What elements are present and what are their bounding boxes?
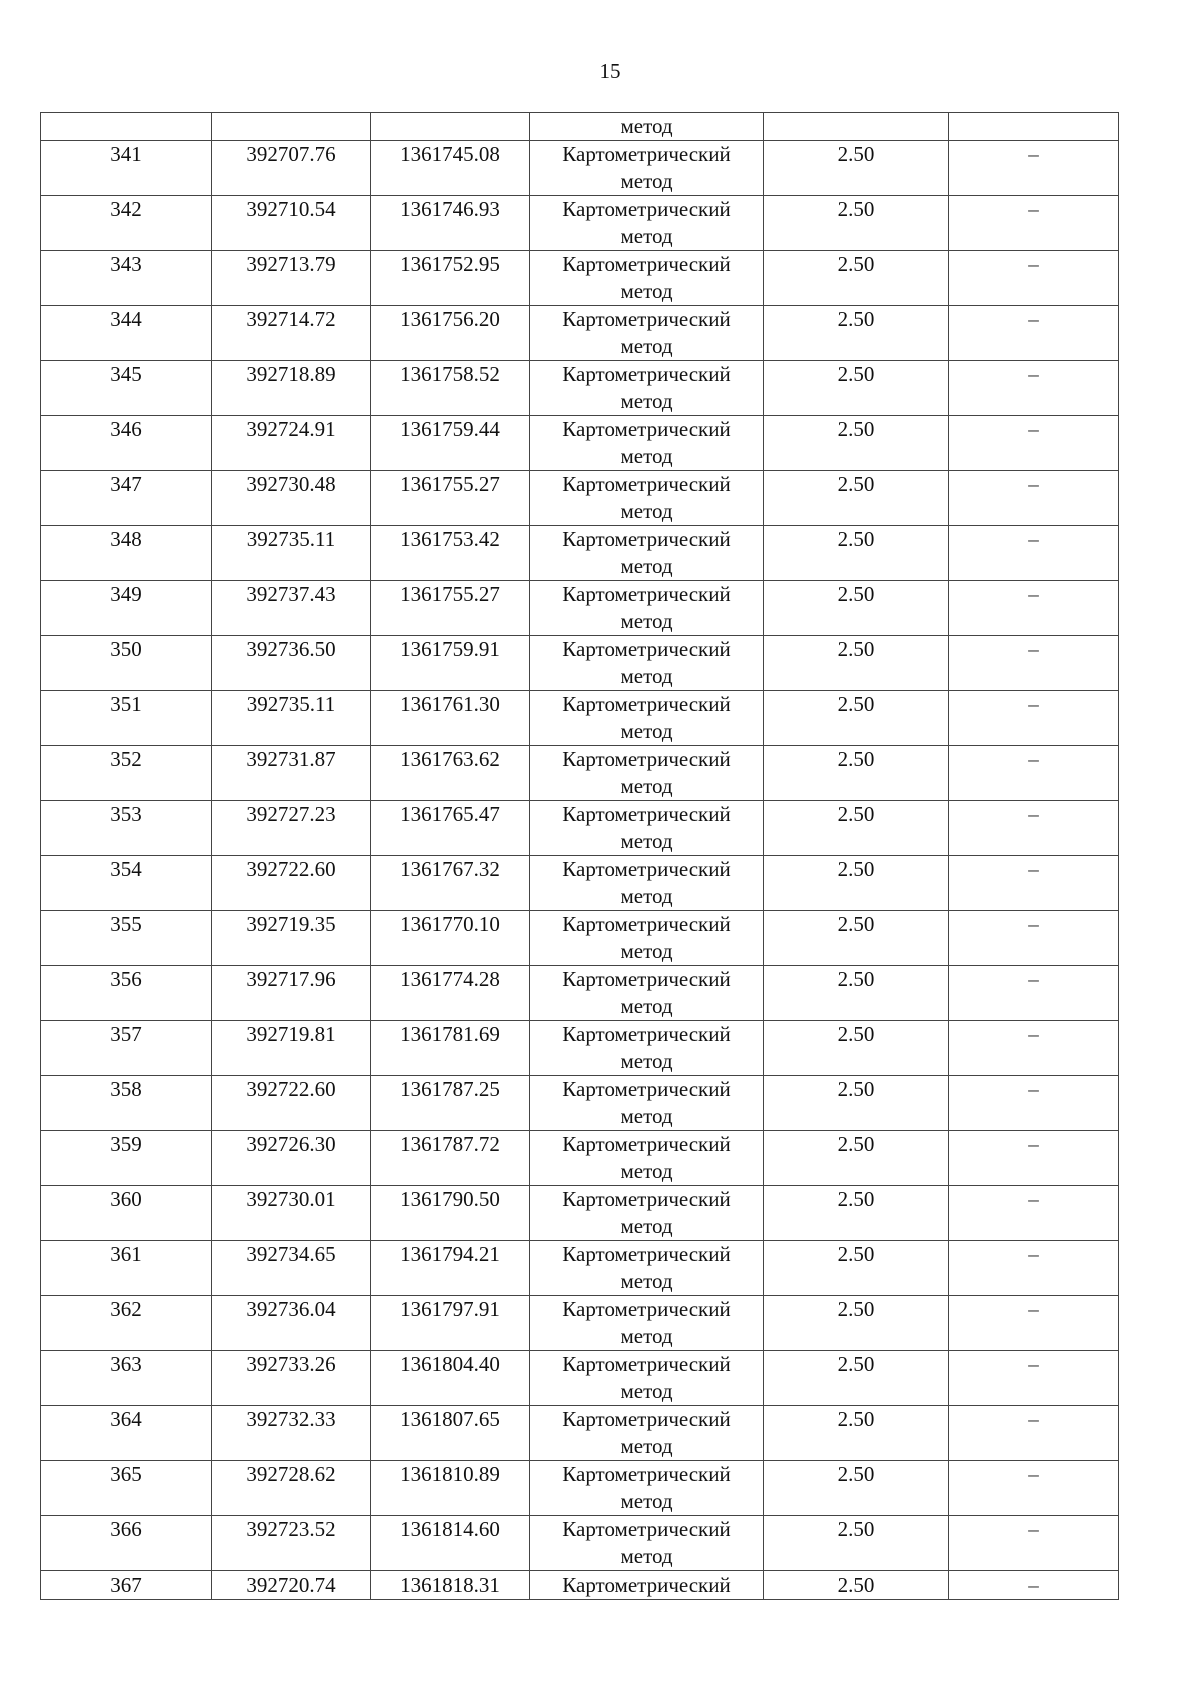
cell-point-number: 357 bbox=[41, 1021, 212, 1076]
cell-method: Картометрический bbox=[530, 1571, 764, 1600]
table-row bbox=[41, 801, 1119, 856]
cell-accuracy: 2.50 bbox=[764, 801, 949, 856]
method-line-2: метод bbox=[620, 774, 673, 798]
cell-x: 392713.79 bbox=[212, 251, 371, 306]
method-line-2: метод bbox=[620, 939, 673, 963]
cell-point-number: 361 bbox=[41, 1241, 212, 1296]
method-line-1: Картометрический bbox=[562, 912, 731, 936]
method-line-2: метод bbox=[620, 1049, 673, 1073]
method-line-2: метод bbox=[620, 169, 673, 193]
method-line-2: метод bbox=[620, 1324, 673, 1348]
cell-note: – bbox=[949, 1131, 1119, 1186]
cell-x: 392723.52 bbox=[212, 1516, 371, 1571]
cell-y: 1361752.95 bbox=[371, 251, 530, 306]
method-line-1: Картометрический bbox=[562, 527, 731, 551]
cell-method bbox=[530, 581, 764, 636]
cell-note: – bbox=[949, 306, 1119, 361]
method-line-2: метод bbox=[620, 1104, 673, 1128]
cell-note: – bbox=[949, 471, 1119, 526]
cell-point-number: 356 bbox=[41, 966, 212, 1021]
cell-y: 1361804.40 bbox=[371, 1351, 530, 1406]
method-line-1: Картометрический bbox=[562, 967, 731, 991]
cell-y: 1361753.42 bbox=[371, 526, 530, 581]
method-line-1: Картометрический bbox=[562, 1022, 731, 1046]
cell-accuracy: 2.50 bbox=[764, 1131, 949, 1186]
method-line-2: метод bbox=[620, 1269, 673, 1293]
cell-x: 392730.01 bbox=[212, 1186, 371, 1241]
cell-accuracy: 2.50 bbox=[764, 306, 949, 361]
method-line-1: Картометрический bbox=[562, 802, 731, 826]
method-line-2: метод bbox=[620, 279, 673, 303]
method-line-1: Картометрический bbox=[562, 417, 731, 441]
cell-y: 1361759.44 bbox=[371, 416, 530, 471]
cell-point-number: 362 bbox=[41, 1296, 212, 1351]
cell-x: 392736.04 bbox=[212, 1296, 371, 1351]
method-line-2: метод bbox=[620, 554, 673, 578]
cell-accuracy: 2.50 bbox=[764, 636, 949, 691]
method-line-2: метод bbox=[620, 1489, 673, 1513]
cell-method bbox=[530, 1131, 764, 1186]
cell-point-number: 351 bbox=[41, 691, 212, 746]
cell-point-number: 341 bbox=[41, 141, 212, 196]
cell-point-number: 358 bbox=[41, 1076, 212, 1131]
method-line-2: метод bbox=[620, 719, 673, 743]
method-line-2: метод bbox=[620, 1214, 673, 1238]
cell-note: – bbox=[949, 1351, 1119, 1406]
cell-y: 1361756.20 bbox=[371, 306, 530, 361]
cell-x: 392735.11 bbox=[212, 526, 371, 581]
method-line-2: метод bbox=[620, 1379, 673, 1403]
cell-x: 392727.23 bbox=[212, 801, 371, 856]
cell-y: 1361787.72 bbox=[371, 1131, 530, 1186]
cell-y: 1361810.89 bbox=[371, 1461, 530, 1516]
method-line-1: Картометрический bbox=[562, 1297, 731, 1321]
cell-note bbox=[949, 113, 1119, 141]
cell-method bbox=[530, 1241, 764, 1296]
method-line-2: метод bbox=[620, 389, 673, 413]
cell-point-number: 365 bbox=[41, 1461, 212, 1516]
table-row bbox=[41, 691, 1119, 746]
cell-x: 392731.87 bbox=[212, 746, 371, 801]
cell-accuracy: 2.50 bbox=[764, 526, 949, 581]
method-line-1: Картометрический bbox=[562, 747, 731, 771]
cell-point-number: 366 bbox=[41, 1516, 212, 1571]
table-row-last bbox=[41, 1571, 1119, 1600]
cell-point-number: 342 bbox=[41, 196, 212, 251]
cell-y: 1361758.52 bbox=[371, 361, 530, 416]
continuation-row bbox=[41, 113, 1119, 141]
cell-point-number: 367 bbox=[41, 1571, 212, 1600]
method-line-2: метод bbox=[620, 664, 673, 688]
cell-x: 392730.48 bbox=[212, 471, 371, 526]
cell-method bbox=[530, 966, 764, 1021]
method-line-1: Картометрический bbox=[562, 1462, 731, 1486]
cell-x: 392736.50 bbox=[212, 636, 371, 691]
cell-note: – bbox=[949, 526, 1119, 581]
cell-point-number: 359 bbox=[41, 1131, 212, 1186]
table-row bbox=[41, 361, 1119, 416]
table-row bbox=[41, 746, 1119, 801]
cell-y: 1361781.69 bbox=[371, 1021, 530, 1076]
cell-y: 1361755.27 bbox=[371, 581, 530, 636]
method-line-1: Картометрический bbox=[562, 582, 731, 606]
coordinates-table bbox=[40, 112, 1119, 1600]
cell-y: 1361767.32 bbox=[371, 856, 530, 911]
cell-point-number: 346 bbox=[41, 416, 212, 471]
cell-y: 1361746.93 bbox=[371, 196, 530, 251]
cell-y: 1361807.65 bbox=[371, 1406, 530, 1461]
coordinates-table-body bbox=[41, 113, 1119, 1600]
cell-accuracy: 2.50 bbox=[764, 1296, 949, 1351]
table-row bbox=[41, 581, 1119, 636]
method-line-1: Картометрический bbox=[562, 1132, 731, 1156]
cell-accuracy: 2.50 bbox=[764, 1076, 949, 1131]
cell-x: 392710.54 bbox=[212, 196, 371, 251]
cell-y: 1361818.31 bbox=[371, 1571, 530, 1600]
method-line-2: метод bbox=[620, 1544, 673, 1568]
cell-y: 1361787.25 bbox=[371, 1076, 530, 1131]
cell-y: 1361765.47 bbox=[371, 801, 530, 856]
method-line-2: метод bbox=[620, 884, 673, 908]
table-row bbox=[41, 1076, 1119, 1131]
method-line-1: Картометрический bbox=[562, 692, 731, 716]
cell-note: – bbox=[949, 1186, 1119, 1241]
cell-point-number: 352 bbox=[41, 746, 212, 801]
cell-y: 1361797.91 bbox=[371, 1296, 530, 1351]
cell-point-number: 364 bbox=[41, 1406, 212, 1461]
cell-note: – bbox=[949, 251, 1119, 306]
cell-accuracy: 2.50 bbox=[764, 361, 949, 416]
cell-accuracy: 2.50 bbox=[764, 1406, 949, 1461]
cell-method bbox=[530, 1076, 764, 1131]
cell-note: – bbox=[949, 1406, 1119, 1461]
method-line-2: метод bbox=[620, 1159, 673, 1183]
table-row bbox=[41, 526, 1119, 581]
cell-x bbox=[212, 113, 371, 141]
method-line-1: Картометрический bbox=[562, 1187, 731, 1211]
cell-method bbox=[530, 691, 764, 746]
cell-method bbox=[530, 1406, 764, 1461]
table-row bbox=[41, 251, 1119, 306]
cell-method bbox=[530, 1296, 764, 1351]
table-row bbox=[41, 1351, 1119, 1406]
method-line-2: метод bbox=[620, 1434, 673, 1458]
cell-accuracy: 2.50 bbox=[764, 746, 949, 801]
cell-accuracy: 2.50 bbox=[764, 196, 949, 251]
cell-method bbox=[530, 636, 764, 691]
cell-note: – bbox=[949, 911, 1119, 966]
cell-accuracy: 2.50 bbox=[764, 691, 949, 746]
cell-x: 392707.76 bbox=[212, 141, 371, 196]
table-row bbox=[41, 306, 1119, 361]
cell-accuracy: 2.50 bbox=[764, 1351, 949, 1406]
table-row bbox=[41, 1296, 1119, 1351]
cell-method bbox=[530, 801, 764, 856]
cell-accuracy: 2.50 bbox=[764, 581, 949, 636]
cell-method bbox=[530, 856, 764, 911]
cell-accuracy: 2.50 bbox=[764, 911, 949, 966]
cell-x: 392728.62 bbox=[212, 1461, 371, 1516]
cell-note: – bbox=[949, 1296, 1119, 1351]
cell-x: 392733.26 bbox=[212, 1351, 371, 1406]
cell-accuracy: 2.50 bbox=[764, 141, 949, 196]
table-row bbox=[41, 1131, 1119, 1186]
table-row bbox=[41, 636, 1119, 691]
cell-point-number: 345 bbox=[41, 361, 212, 416]
table-row bbox=[41, 141, 1119, 196]
cell-note: – bbox=[949, 141, 1119, 196]
cell-y: 1361774.28 bbox=[371, 966, 530, 1021]
table-row bbox=[41, 1406, 1119, 1461]
cell-note: – bbox=[949, 746, 1119, 801]
table-row bbox=[41, 1186, 1119, 1241]
method-line-2: метод bbox=[620, 609, 673, 633]
method-line-1: Картометрический bbox=[562, 1407, 731, 1431]
cell-method bbox=[530, 1461, 764, 1516]
cell-method bbox=[530, 196, 764, 251]
table-row bbox=[41, 416, 1119, 471]
cell-x: 392724.91 bbox=[212, 416, 371, 471]
cell-point-number bbox=[41, 113, 212, 141]
table-row bbox=[41, 856, 1119, 911]
cell-note: – bbox=[949, 1021, 1119, 1076]
cell-accuracy: 2.50 bbox=[764, 856, 949, 911]
cell-x: 392720.74 bbox=[212, 1571, 371, 1600]
cell-accuracy: 2.50 bbox=[764, 416, 949, 471]
cell-point-number: 344 bbox=[41, 306, 212, 361]
cell-y: 1361759.91 bbox=[371, 636, 530, 691]
cell-y: 1361763.62 bbox=[371, 746, 530, 801]
table-row bbox=[41, 1516, 1119, 1571]
cell-note: – bbox=[949, 1241, 1119, 1296]
method-line-2: метод bbox=[620, 444, 673, 468]
cell-accuracy: 2.50 bbox=[764, 1021, 949, 1076]
method-line-1: Картометрический bbox=[562, 637, 731, 661]
cell-note: – bbox=[949, 1461, 1119, 1516]
cell-accuracy: 2.50 bbox=[764, 1186, 949, 1241]
cell-accuracy: 2.50 bbox=[764, 966, 949, 1021]
method-line-2: метод bbox=[620, 499, 673, 523]
cell-x: 392714.72 bbox=[212, 306, 371, 361]
table-row bbox=[41, 966, 1119, 1021]
cell-x: 392732.33 bbox=[212, 1406, 371, 1461]
cell-note: – bbox=[949, 581, 1119, 636]
method-line-2: метод bbox=[620, 224, 673, 248]
cell-accuracy: 2.50 bbox=[764, 1241, 949, 1296]
cell-accuracy: 2.50 bbox=[764, 251, 949, 306]
table-row bbox=[41, 911, 1119, 966]
method-line-1: Картометрический bbox=[562, 1077, 731, 1101]
cell-y: 1361790.50 bbox=[371, 1186, 530, 1241]
table-row bbox=[41, 1021, 1119, 1076]
method-line-2: метод bbox=[620, 994, 673, 1018]
cell-point-number: 343 bbox=[41, 251, 212, 306]
method-line-1: Картометрический bbox=[562, 472, 731, 496]
cell-point-number: 349 bbox=[41, 581, 212, 636]
cell-y: 1361770.10 bbox=[371, 911, 530, 966]
cell-x: 392734.65 bbox=[212, 1241, 371, 1296]
cell-accuracy: 2.50 bbox=[764, 1461, 949, 1516]
method-line-1: Картометрический bbox=[562, 252, 731, 276]
cell-method bbox=[530, 1186, 764, 1241]
cell-note: – bbox=[949, 691, 1119, 746]
cell-method bbox=[530, 416, 764, 471]
cell-note: – bbox=[949, 1571, 1119, 1600]
cell-x: 392719.81 bbox=[212, 1021, 371, 1076]
cell-note: – bbox=[949, 801, 1119, 856]
cell-point-number: 350 bbox=[41, 636, 212, 691]
cell-note: – bbox=[949, 636, 1119, 691]
cell-y: 1361794.21 bbox=[371, 1241, 530, 1296]
cell-point-number: 347 bbox=[41, 471, 212, 526]
cell-x: 392722.60 bbox=[212, 1076, 371, 1131]
method-line-2: метод bbox=[620, 334, 673, 358]
cell-method bbox=[530, 1516, 764, 1571]
cell-x: 392726.30 bbox=[212, 1131, 371, 1186]
table-row bbox=[41, 1241, 1119, 1296]
table-row bbox=[41, 196, 1119, 251]
cell-method bbox=[530, 361, 764, 416]
method-line-1: Картометрический bbox=[562, 1242, 731, 1266]
method-line-2: метод bbox=[620, 829, 673, 853]
cell-x: 392718.89 bbox=[212, 361, 371, 416]
method-line-1: Картометрический bbox=[562, 1352, 731, 1376]
cell-point-number: 355 bbox=[41, 911, 212, 966]
cell-method bbox=[530, 1351, 764, 1406]
method-line-1: Картометрический bbox=[562, 362, 731, 386]
table-row bbox=[41, 471, 1119, 526]
table-row bbox=[41, 1461, 1119, 1516]
cell-y: 1361755.27 bbox=[371, 471, 530, 526]
method-line-1: Картометрический bbox=[562, 1517, 731, 1541]
cell-method bbox=[530, 746, 764, 801]
cell-point-number: 363 bbox=[41, 1351, 212, 1406]
cell-method bbox=[530, 911, 764, 966]
method-line-1: Картометрический bbox=[562, 307, 731, 331]
cell-note: – bbox=[949, 856, 1119, 911]
cell-x: 392719.35 bbox=[212, 911, 371, 966]
cell-point-number: 360 bbox=[41, 1186, 212, 1241]
cell-point-number: 354 bbox=[41, 856, 212, 911]
cell-x: 392722.60 bbox=[212, 856, 371, 911]
method-line-1: Картометрический bbox=[562, 197, 731, 221]
method-line-1: Картометрический bbox=[562, 857, 731, 881]
cell-accuracy bbox=[764, 113, 949, 141]
cell-note: – bbox=[949, 1076, 1119, 1131]
cell-point-number: 348 bbox=[41, 526, 212, 581]
cell-method bbox=[530, 141, 764, 196]
cell-method bbox=[530, 526, 764, 581]
method-line-1: Картометрический bbox=[562, 142, 731, 166]
cell-method bbox=[530, 306, 764, 361]
cell-method bbox=[530, 251, 764, 306]
cell-accuracy: 2.50 bbox=[764, 1571, 949, 1600]
cell-note: – bbox=[949, 1516, 1119, 1571]
cell-note: – bbox=[949, 196, 1119, 251]
page-number: 15 bbox=[599, 59, 621, 83]
cell-accuracy: 2.50 bbox=[764, 471, 949, 526]
cell-method: метод bbox=[530, 113, 764, 141]
cell-y: 1361761.30 bbox=[371, 691, 530, 746]
cell-x: 392735.11 bbox=[212, 691, 371, 746]
cell-point-number: 353 bbox=[41, 801, 212, 856]
cell-y: 1361814.60 bbox=[371, 1516, 530, 1571]
cell-accuracy: 2.50 bbox=[764, 1516, 949, 1571]
cell-note: – bbox=[949, 361, 1119, 416]
cell-y: 1361745.08 bbox=[371, 141, 530, 196]
cell-method bbox=[530, 471, 764, 526]
cell-method bbox=[530, 1021, 764, 1076]
cell-note: – bbox=[949, 416, 1119, 471]
cell-note: – bbox=[949, 966, 1119, 1021]
cell-x: 392737.43 bbox=[212, 581, 371, 636]
cell-x: 392717.96 bbox=[212, 966, 371, 1021]
cell-y bbox=[371, 113, 530, 141]
